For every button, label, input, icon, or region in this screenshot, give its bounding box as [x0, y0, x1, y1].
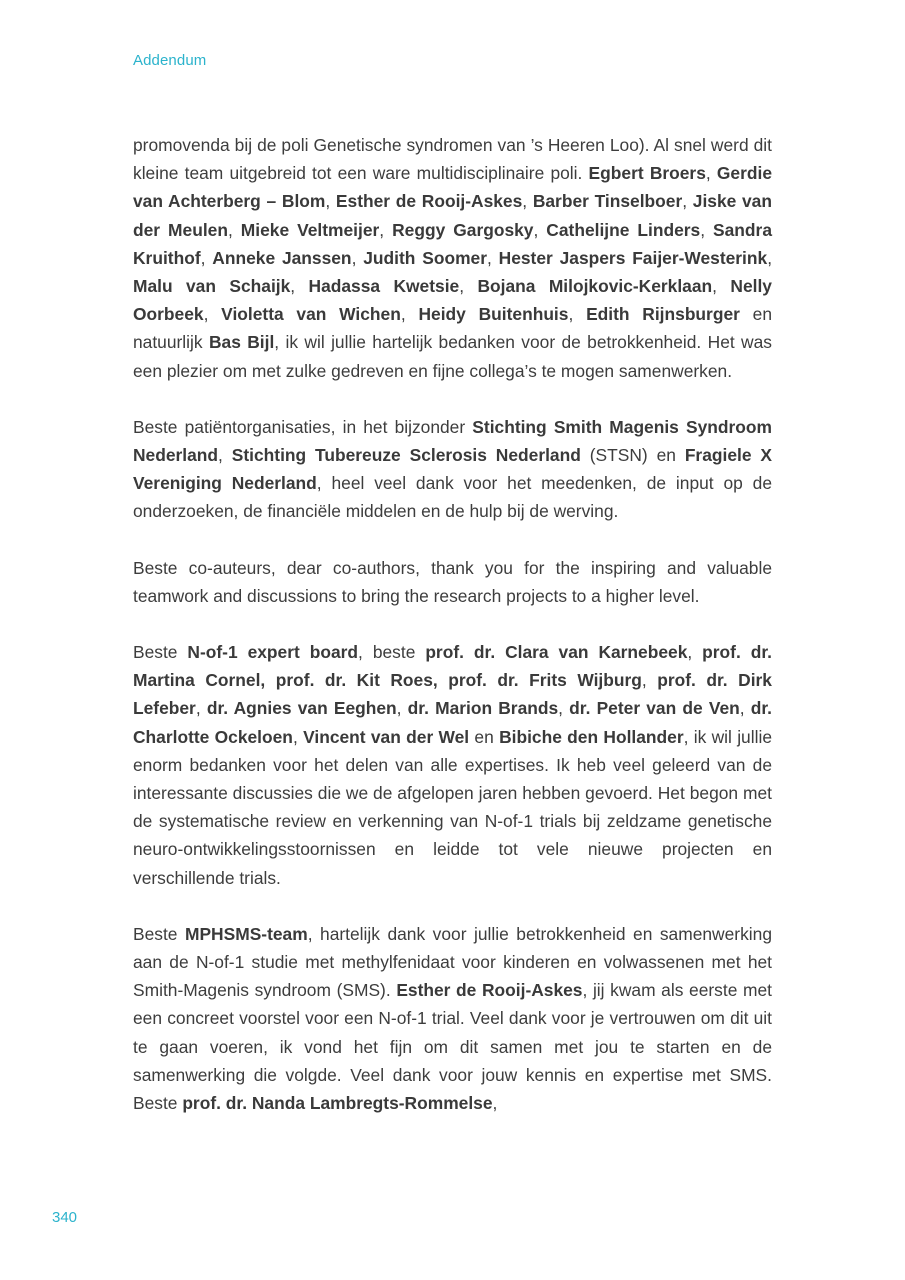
bold-name: Anneke Janssen: [212, 247, 352, 268]
bold-name: Sandra Kruithof: [133, 219, 772, 268]
text-run: ,: [290, 276, 309, 297]
bold-name: Mieke Veltmeijer: [240, 219, 380, 240]
bold-name: Esther de Rooij-Askes: [396, 980, 583, 1001]
bold-name: prof. dr. Clara van Karnebeek: [425, 642, 688, 663]
bold-name: dr. Marion Brands: [407, 698, 559, 719]
text-run: , heel veel dank voor het meedenken, de input op de onderzoeken, de financiële middelen en de hulp bij de werving.: [133, 473, 773, 522]
text-run: , ik wil jullie hartelijk bedanken voor de betrokkenheid. Het was een plezier om met zulke gedreven en fijne collega’s te mogen samenwerken.: [133, 332, 772, 381]
bold-name: Barber Tinselboer: [532, 191, 683, 212]
body-text: [133, 131, 772, 1145]
bold-name: Malu van Schaijk: [133, 276, 291, 297]
text-run: ,: [227, 219, 241, 240]
paragraph-patient-organisations: [133, 413, 772, 526]
text-run: en: [469, 726, 500, 747]
text-run: , ik wil jullie enorm bedanken voor het delen van alle expertises. Ik heb veel geleerd van de interessante discussies die we de afgelopen jaren hebben gevoerd. Het begon met de systematische review en verkenning van N-of-1 trials bij zeldzame genetische neuro-ontwikkelingsstoornissen en leidde tot vele nieuwe projecten en verschillende trials.: [133, 726, 772, 888]
text-run: ,: [712, 276, 731, 297]
paragraph-team-thanks: [133, 131, 772, 385]
text-run: en natuurlijk: [133, 304, 772, 353]
text-run: (STSN) en: [580, 445, 685, 466]
text-run: ,: [486, 247, 499, 268]
bold-name: prof. dr. Martina Cornel, prof. dr. Kit Roes, prof. dr. Frits Wijburg: [133, 642, 772, 691]
bold-name: Stichting Tubereuze Sclerosis Nederland: [231, 445, 581, 466]
page-number: 340: [52, 1209, 78, 1226]
text-run: ,: [641, 670, 658, 691]
text-run: ,: [218, 445, 232, 466]
bold-name: Cathelijne Linders: [546, 219, 701, 240]
bold-name: Vincent van der Wel: [303, 726, 470, 747]
bold-name: dr. Peter van de Ven: [569, 698, 740, 719]
bold-name: Bibiche den Hollander: [499, 726, 684, 747]
text-run: , hartelijk dank voor jullie betrokkenheid en samenwerking aan de N-of-1 studie met methylfenidaat voor kinderen en volwassenen met het Smith-Magenis syndroom (SMS).: [133, 923, 772, 1001]
bold-name: Nelly Oorbeek: [133, 276, 772, 325]
text-run: ,: [533, 219, 547, 240]
text-run: ,: [379, 219, 393, 240]
bold-name: Bojana Milojkovic-Kerklaan: [477, 276, 713, 297]
running-header: Addendum: [133, 52, 207, 69]
bold-name: Heidy Buitenhuis: [418, 304, 569, 325]
bold-name: Violetta van Wichen: [221, 304, 401, 325]
paragraph-expert-board: [133, 638, 772, 892]
bold-name: prof. dr. Dirk Lefeber: [133, 670, 772, 719]
text-run: ,: [200, 247, 213, 268]
bold-name: dr. Agnies van Eeghen: [206, 698, 397, 719]
bold-name: N-of-1 expert board: [187, 642, 359, 663]
text-run: ,: [739, 698, 751, 719]
bold-name: Gerdie van Achterberg – Blom: [133, 163, 772, 212]
bold-name: Judith Soomer: [363, 247, 487, 268]
bold-name: Hester Jaspers Faijer-Westerink: [498, 247, 768, 268]
bold-name: dr. Charlotte Ockeloen: [133, 698, 773, 747]
text-run: ,: [203, 304, 222, 325]
bold-name: Jiske van der Meulen: [133, 191, 772, 240]
bold-name: MPHSMS-team: [184, 923, 308, 944]
text-run: Beste: [133, 642, 188, 663]
text-run: , jij kwam als eerste met een concreet voorstel voor een N-of-1 trial. Veel dank voor je vertrouwen om dit uit te gaan voeren, ik vond het fijn om dit samen met jou te starten en de samenwerking die volgde. Veel dank voor jouw kennis en expertise met SMS. Beste: [133, 980, 772, 1114]
text-run: ,: [195, 698, 207, 719]
bold-name: Stichting Smith Magenis Syndroom Nederland: [133, 416, 772, 466]
text-run: ,: [568, 304, 587, 325]
bold-name: Hadassa Kwetsie: [308, 276, 460, 297]
text-run: ,: [767, 247, 773, 268]
text-run: Beste co-auteurs, dear co-authors, thank you for the inspiring and valuable teamwork and discussions to bring the research projects to a higher level.: [133, 557, 772, 606]
text-run: ,: [459, 276, 478, 297]
bold-name: Bas Bijl: [208, 332, 275, 353]
text-run: ,: [351, 247, 364, 268]
text-run: , beste: [358, 642, 426, 663]
text-run: promovenda bij de poli Genetische syndromen van ’s Heeren Loo). Al snel werd dit kleine team uitgebreid tot een ware multidisciplinaire poli.: [133, 135, 772, 184]
text-run: ,: [492, 1093, 498, 1114]
text-run: ,: [687, 642, 703, 663]
text-run: ,: [396, 698, 408, 719]
text-run: ,: [400, 304, 419, 325]
text-run: ,: [558, 698, 570, 719]
text-run: ,: [700, 219, 714, 240]
bold-name: Esther de Rooij-Askes: [335, 191, 523, 212]
text-run: ,: [522, 191, 533, 212]
bold-name: Edith Rijnsburger: [586, 304, 740, 325]
bold-name: Egbert Broers: [588, 163, 706, 184]
paragraph-co-authors: [133, 554, 772, 610]
text-run: ,: [682, 191, 693, 212]
text-run: Beste patiëntorganisaties, in het bijzonder: [133, 416, 473, 437]
text-run: ,: [705, 163, 717, 184]
bold-name: prof. dr. Nanda Lambregts-Rommelse: [182, 1093, 493, 1114]
text-run: ,: [325, 191, 336, 212]
bold-name: Fragiele X Vereniging Nederland: [133, 445, 772, 494]
text-run: ,: [292, 726, 304, 747]
bold-name: Reggy Gargosky: [392, 219, 534, 240]
paragraph-mphsms-team: [133, 920, 772, 1117]
text-run: Beste: [133, 923, 185, 944]
